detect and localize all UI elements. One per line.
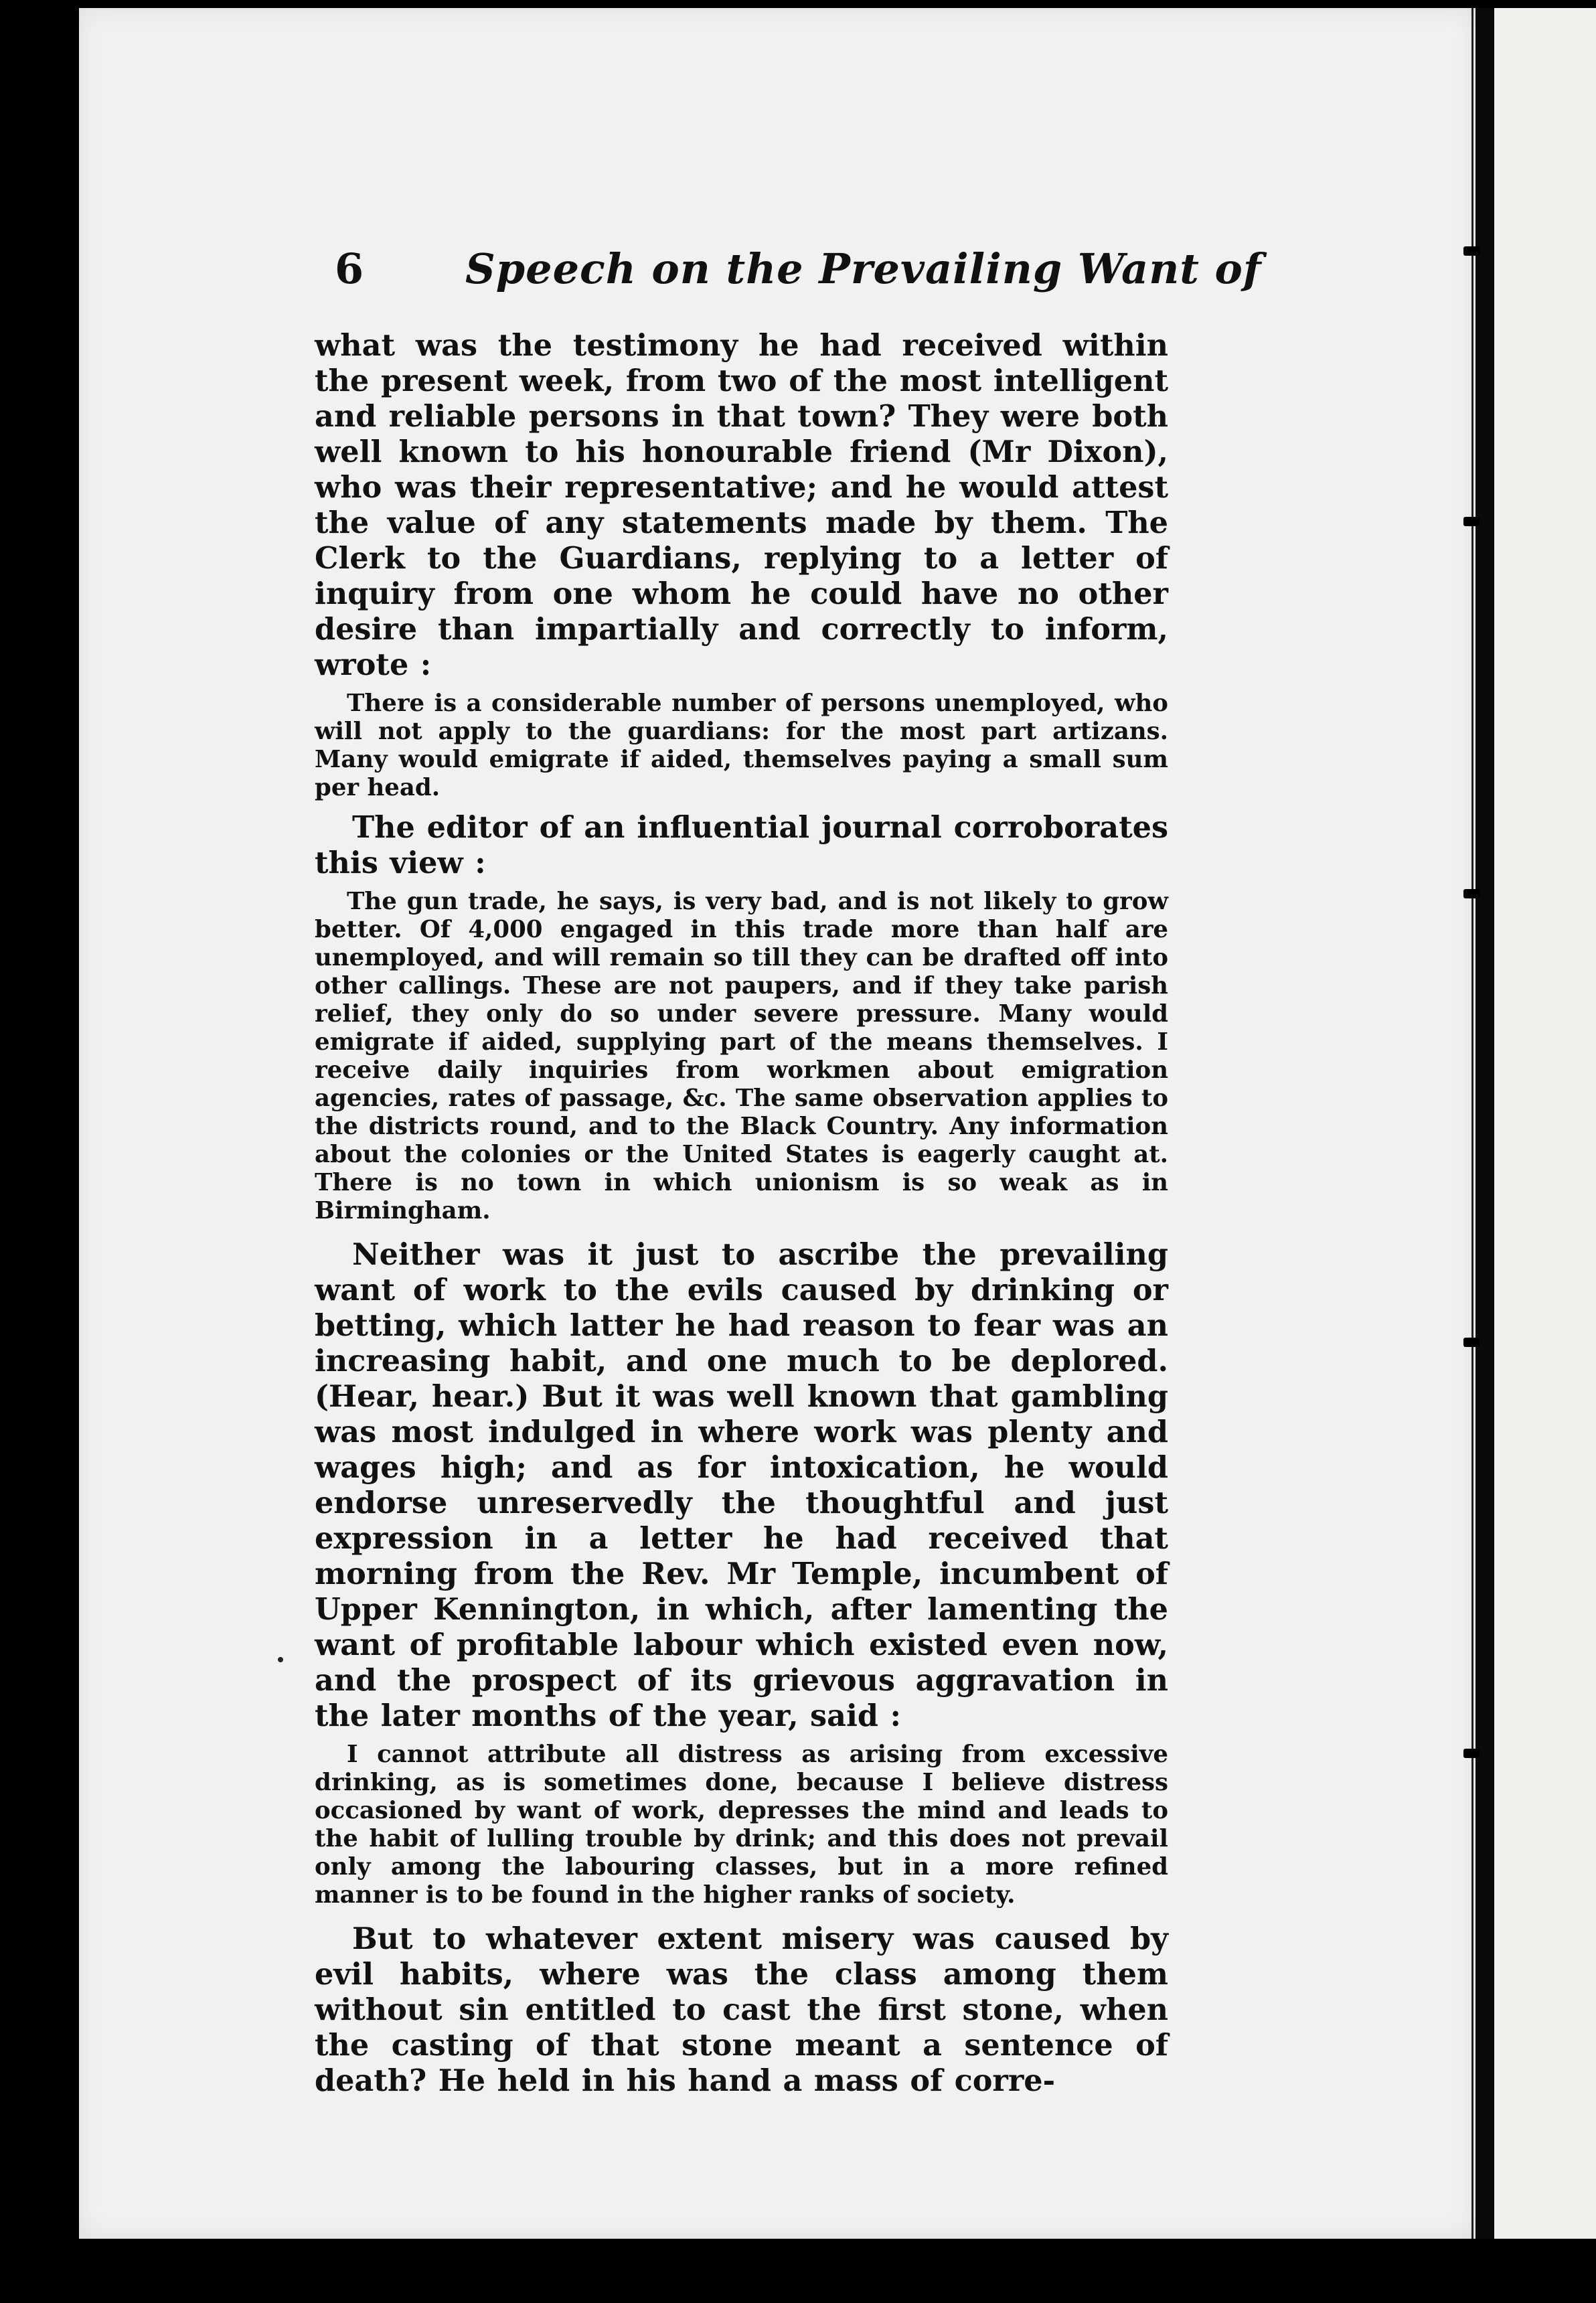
binding-stitch: [1463, 1338, 1480, 1347]
binding-stitch: [1463, 889, 1480, 898]
margin-speck: [278, 1657, 283, 1662]
paragraph-testimony: what was the testimony he had received within the present week, from two of the most intelligent and reliable persons in that town? They were both well known to his honourable friend (Mr Dixon), who was their representative; and he would attest the value of any statements made by them. The Clerk to the Guardians, replying to a letter of inquiry from one whom he could have no other desire than impartially and correctly to inform, wrote :: [315, 328, 1168, 682]
paragraph-evil-habits: But to whatever extent misery was caused by evil habits, where was the class among them without sin entitled to cast the first stone, when the casting of that stone meant a sentence of death? He held in his hand a mass of corre-: [315, 1921, 1168, 2098]
page-body: [315, 328, 1168, 2099]
paragraph-editor-intro: The editor of an influential journal corroborates this view :: [315, 810, 1168, 880]
page-number: 6: [335, 244, 364, 293]
binding-stitch: [1463, 246, 1480, 256]
binding-stitch: [1463, 517, 1480, 526]
quote-gun-trade: The gun trade, he says, is very bad, and is not likely to grow better. Of 4,000 engaged in this trade more than half are unemployed, and will remain so till they can be drafted off into other callings. These are not paupers, and if they take parish relief, they only do so under severe pressure. Many would emigrate if aided, supplying part of the means themselves. I receive daily inquiries from workmen about emigration agencies, rates of passage, &c. The same observation applies to the districts round, and to the Black Country. Any information about the colonies or the United States is eagerly caught at. There is no town in which unionism is so weak as in Birmingham.: [315, 888, 1168, 1224]
binding-stitch: [1463, 1749, 1480, 1758]
page-gutter: [1471, 8, 1473, 2239]
paragraph-drinking-betting: Neither was it just to ascribe the prevailing want of work to the evils caused by drinking or betting, which latter he had reason to fear was an increasing habit, and one much to be deplored. (Hear, hear.) But it was well known that gambling was most indulged in where work was plenty and wages high; and as for intoxication, he would endorse unreservedly the thoughtful and just expression in a letter he had received that morning from the Rev. Mr Temple, incumbent of Upper Kennington, in which, after lamenting the want of profitable labour which existed even now, and the prospect of its grievous aggravation in the later months of the year, said :: [315, 1237, 1168, 1733]
adjacent-page-edge: [1494, 8, 1596, 2239]
page-header: [335, 238, 1262, 311]
quote-rev-temple: I cannot attribute all distress as arising from excessive drinking, as is sometimes done, because I believe distress occasioned by want of work, depresses the mind and leads to the habit of lulling trouble by drink; and this does not prevail only among the labouring classes, but in a more refined manner is to be found in the higher ranks of society.: [315, 1741, 1168, 1909]
running-title: Speech on the Prevailing Want of: [465, 244, 1262, 293]
page-edge-shadow: [1475, 8, 1494, 2239]
quote-clerk-guardians: There is a considerable number of persons unemployed, who will not apply to the guardians: for the most part artizans. Many would emigrate if aided, themselves paying a small sum per head.: [315, 690, 1168, 801]
